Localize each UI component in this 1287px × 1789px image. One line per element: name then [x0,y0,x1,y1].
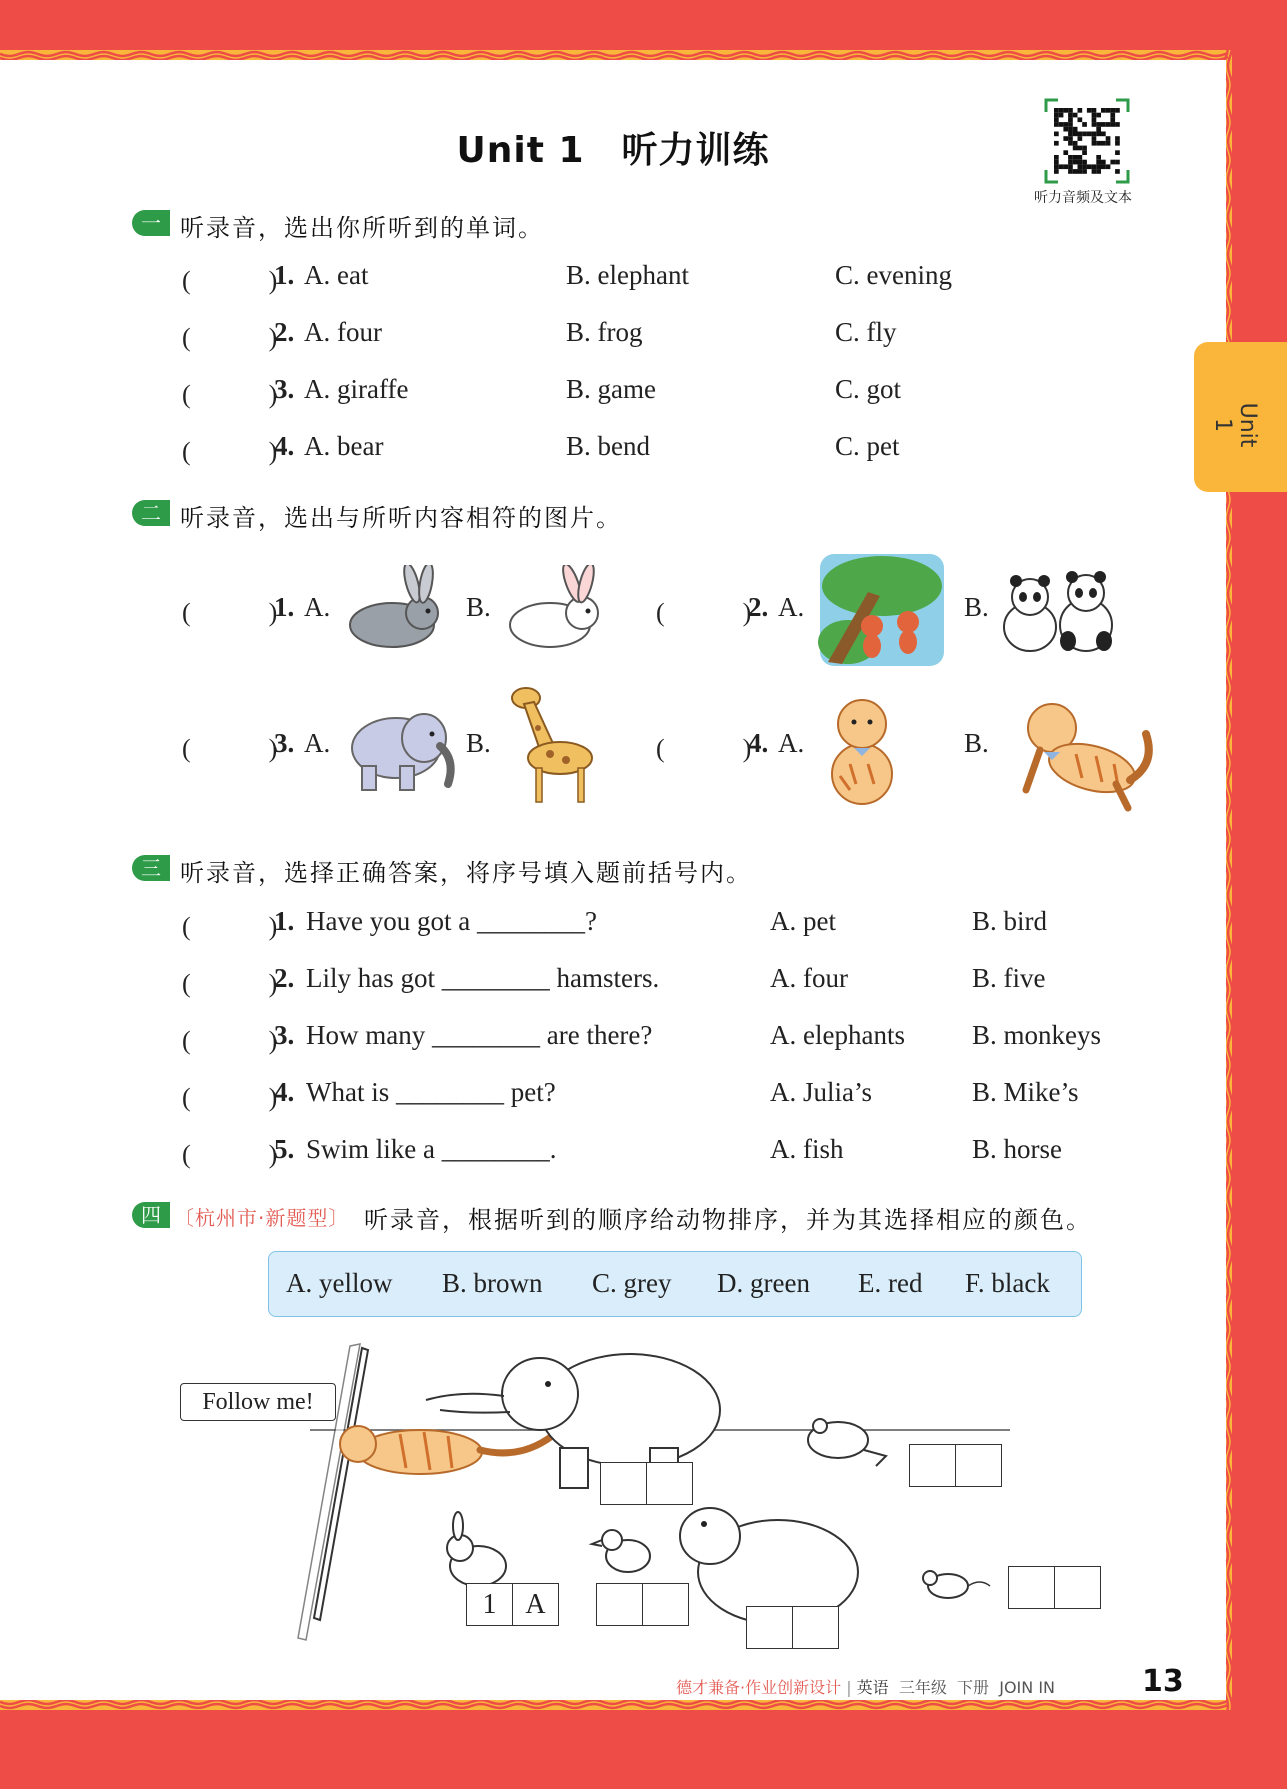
bird-outline-icon [592,1530,650,1572]
question-number: 3. [274,1020,295,1050]
option-b: B. [466,592,491,622]
section-1-badge: 一 [132,210,170,236]
footer-series: JOIN IN [999,1678,1056,1697]
option-b: B. frog [566,317,643,347]
sitting-tiger-icon[interactable] [810,694,916,810]
monkeys-in-tree-icon[interactable] [818,552,946,668]
option-b: B. bend [566,431,650,461]
option-a: A. giraffe [304,374,409,404]
answer-order: 1 [467,1584,513,1625]
answer-bracket[interactable]: ( ) [182,969,278,998]
page-title: Unit 1 听力训练 [456,130,770,171]
option-a: A. four [304,317,382,347]
tiger-running-icon [340,1426,552,1474]
footer: 德才兼备·作业创新设计 | 英语 三年级 下册 JOIN IN [676,1678,1056,1697]
footer-brand: 德才兼备·作业创新设计 [676,1678,842,1697]
answer-bracket[interactable]: ( ) [182,323,278,352]
answer-bracket[interactable]: ( ) [182,734,278,763]
elephant-icon[interactable] [340,700,460,796]
section-2-title: 听录音，选出与所听内容相符的图片。 [180,504,622,532]
option-b: B. Mike’s [972,1077,1079,1107]
giraffe-icon[interactable] [500,680,604,806]
color-option: C. grey [592,1268,672,1298]
option-b: B. [964,592,989,622]
section-4-tag: 〔杭州市·新题型〕 [174,1206,350,1230]
question-text: Swim like a ________. [306,1134,557,1164]
question-text: How many ________ are there? [306,1020,653,1050]
answer-bracket[interactable]: ( ) [182,266,278,295]
answer-box-hippo[interactable] [746,1606,839,1649]
option-b: B. monkeys [972,1020,1102,1050]
question-number: 1. [274,592,295,622]
answer-box-rabbit [466,1583,559,1626]
option-a: A. bear [304,431,384,461]
answer-bracket[interactable]: ( ) [182,437,278,466]
color-option: B. brown [442,1268,543,1298]
grey-rabbit-icon[interactable] [342,565,447,655]
option-b: B. elephant [566,260,689,290]
question-number: 5. [274,1134,295,1164]
question-number: 4. [274,1077,295,1107]
question-number: 1. [274,260,295,290]
option-a: A. eat [304,260,369,290]
qr-code-icon [1044,98,1130,184]
option-a: A. [304,592,331,622]
answer-box-frog[interactable] [909,1444,1002,1487]
color-option: D. green [717,1268,810,1298]
answer-bracket[interactable]: ( ) [182,912,278,941]
qr-caption: 听力音频及文本 [1034,190,1132,206]
mouse-outline-icon [923,1571,990,1598]
pandas-icon[interactable] [998,565,1118,657]
option-a: A. Julia’s [770,1077,873,1107]
option-b: B. game [566,374,656,404]
question-text: Lily has got ________ hamsters. [306,963,660,993]
footer-grade: 三年级 [898,1678,947,1697]
section-4-badge: 四 [132,1202,170,1228]
section-3-badge: 三 [132,855,170,881]
section-4-title: 听录音，根据听到的顺序给动物排序，并为其选择相应的颜色。 [364,1206,1092,1234]
answer-bracket[interactable]: ( ) [656,734,752,763]
question-number: 2. [274,963,295,993]
speech-bubble: Follow me! [180,1383,336,1421]
option-b: B. bird [972,906,1048,936]
footer-term: 下册 [957,1678,990,1697]
frog-outline-icon [808,1419,886,1466]
question-number: 3. [274,374,295,404]
option-a: A. four [770,963,848,993]
footer-subject: 英语 [856,1678,889,1697]
answer-bracket[interactable]: ( ) [182,1140,278,1169]
answer-bracket[interactable]: ( ) [182,1083,278,1112]
answer-box-elephant[interactable] [600,1462,693,1505]
option-c: C. pet [835,431,900,461]
option-c: C. fly [835,317,897,347]
option-a: A. [778,592,805,622]
color-option: A. yellow [286,1268,393,1298]
jumping-tiger-icon[interactable] [1016,694,1162,814]
page-number: 13 [1142,1664,1184,1699]
white-rabbit-icon[interactable] [502,565,607,655]
answer-bracket[interactable]: ( ) [656,598,752,627]
answer-bracket[interactable]: ( ) [182,598,278,627]
question-text: What is ________ pet? [306,1077,556,1107]
question-number: 4. [274,431,295,461]
question-number: 2. [274,317,295,347]
color-option: E. red [858,1268,923,1298]
answer-bracket[interactable]: ( ) [182,1026,278,1055]
question-number: 4. [748,728,769,758]
answer-box-bird[interactable] [596,1583,689,1626]
option-a: A. pet [770,906,836,936]
option-b: B. five [972,963,1046,993]
option-b: B. horse [972,1134,1062,1164]
option-a: A. [778,728,805,758]
question-number: 2. [748,592,769,622]
answer-box-mouse[interactable] [1008,1566,1101,1609]
answer-bracket[interactable]: ( ) [182,380,278,409]
section-3-title: 听录音，选择正确答案，将序号填入题前括号内。 [180,859,752,887]
color-option: F. black [965,1268,1050,1298]
option-a: A. [304,728,331,758]
section-2-badge: 二 [132,500,170,526]
answer-color: A [525,1589,546,1620]
unit-side-tab-label: Unit 1 [1210,402,1260,448]
question-text: Have you got a ________? [306,906,597,936]
option-b: B. [466,728,491,758]
question-number: 1. [274,906,295,936]
option-c: C. got [835,374,902,404]
option-a: A. fish [770,1134,844,1164]
question-number: 3. [274,728,295,758]
option-a: A. elephants [770,1020,905,1050]
section-1-title: 听录音，选出你所听到的单词。 [180,214,544,242]
rabbit-outline-icon [447,1512,506,1586]
option-c: C. evening [835,260,952,290]
option-b: B. [964,728,989,758]
